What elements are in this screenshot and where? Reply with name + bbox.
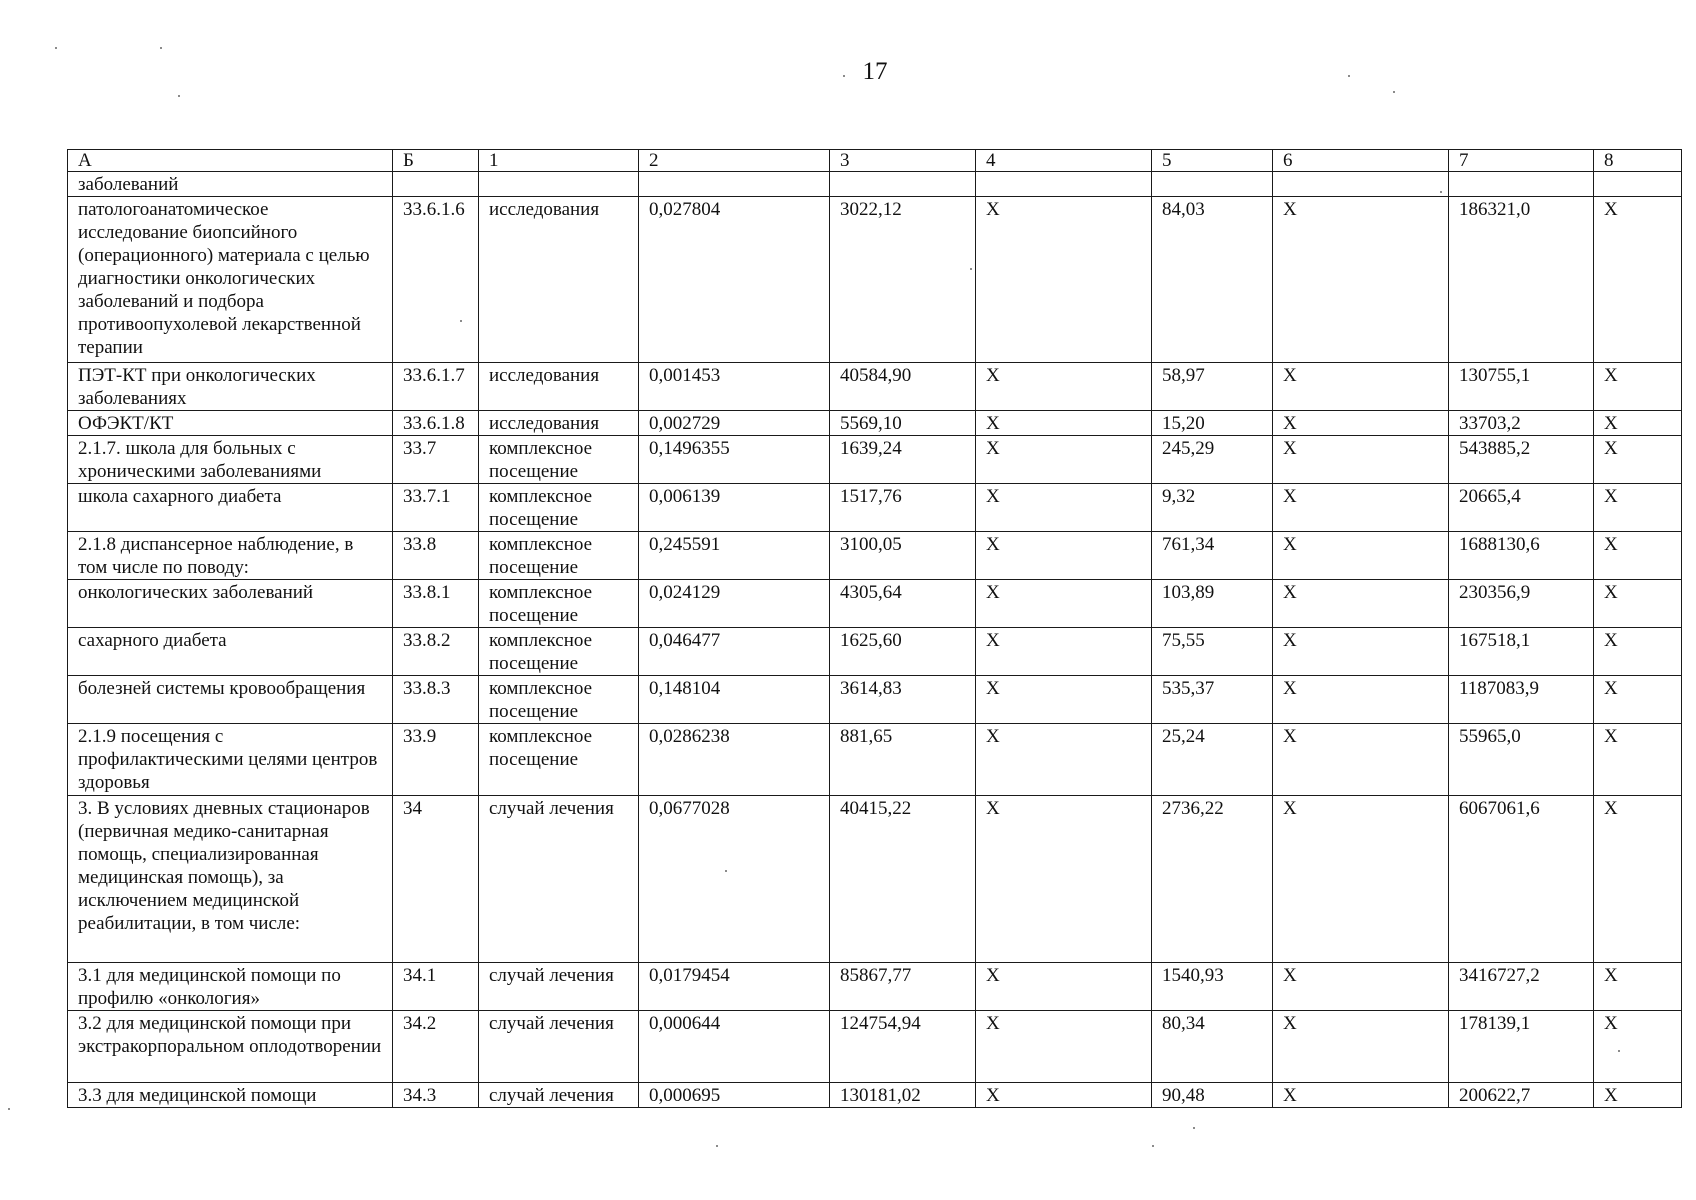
row-value-cell: 5569,10 [830, 411, 976, 436]
row-value-cell: 535,37 [1152, 676, 1273, 724]
row-value-cell: 0,0286238 [639, 724, 830, 796]
row-value-cell: Х [1273, 363, 1449, 411]
row-value-cell: Х [1594, 580, 1682, 628]
scan-speck [1193, 1127, 1195, 1129]
row-value-cell: Х [1594, 197, 1682, 363]
row-value-cell: 0,245591 [639, 532, 830, 580]
row-name-cell: онкологических заболеваний [68, 580, 393, 628]
tariff-table [67, 149, 1682, 1108]
row-value-cell: 9,32 [1152, 484, 1273, 532]
row-value-cell: Х [976, 484, 1152, 532]
row-value-cell: 543885,2 [1449, 436, 1594, 484]
scan-speck [1348, 75, 1350, 77]
row-code-cell: 33.8.2 [393, 628, 479, 676]
row-value-cell: 1540,93 [1152, 963, 1273, 1011]
row-value-cell: 0,006139 [639, 484, 830, 532]
row-value-cell: Х [1273, 1011, 1449, 1083]
row-value-cell: 200622,7 [1449, 1083, 1594, 1108]
row-value-cell: 761,34 [1152, 532, 1273, 580]
row-value-cell: 6067061,6 [1449, 796, 1594, 963]
row-value-cell [830, 172, 976, 197]
row-value-cell: Х [1594, 411, 1682, 436]
row-value-cell: 40415,22 [830, 796, 976, 963]
header-cell-3: 3 [830, 150, 976, 172]
row-value-cell: Х [1273, 436, 1449, 484]
row-value-cell: 0,027804 [639, 197, 830, 363]
page-number: 17 [862, 58, 888, 85]
row-code-cell: 33.7 [393, 436, 479, 484]
table-row [68, 580, 1682, 628]
row-value-cell: 85867,77 [830, 963, 976, 1011]
table-row [68, 963, 1682, 1011]
row-value-cell: 0,000695 [639, 1083, 830, 1108]
row-value-cell [1449, 172, 1594, 197]
table-row [68, 411, 1682, 436]
row-value-cell: 167518,1 [1449, 628, 1594, 676]
scan-speck [8, 1108, 10, 1110]
row-value-cell: 1639,24 [830, 436, 976, 484]
row-name-cell: 2.1.8 диспансерное наблюдение, в том числе по поводу: [68, 532, 393, 580]
row-value-cell: 84,03 [1152, 197, 1273, 363]
row-name-cell: 3. В условиях дневных стационаров (первичная медико-санитарная помощь, специализированная медицинская помощь), за исключением медицинской реабилитации, в том числе: [68, 796, 393, 963]
row-value-cell: 0,002729 [639, 411, 830, 436]
row-unit-cell: комплексное посещение [479, 532, 639, 580]
row-value-cell: 0,0179454 [639, 963, 830, 1011]
row-value-cell [1152, 172, 1273, 197]
header-cell-1: 1 [479, 150, 639, 172]
row-value-cell: Х [976, 796, 1152, 963]
row-value-cell: Х [1594, 796, 1682, 963]
header-cell-a: А [68, 150, 393, 172]
row-value-cell: Х [1594, 1011, 1682, 1083]
scan-speck [716, 1145, 718, 1147]
row-unit-cell: случай лечения [479, 963, 639, 1011]
row-value-cell: Х [1273, 796, 1449, 963]
row-value-cell: Х [1594, 436, 1682, 484]
row-value-cell: 245,29 [1152, 436, 1273, 484]
row-code-cell: 34 [393, 796, 479, 963]
row-value-cell: Х [1594, 1083, 1682, 1108]
table-row [68, 484, 1682, 532]
row-value-cell: Х [1273, 532, 1449, 580]
row-code-cell [393, 172, 479, 197]
row-code-cell: 34.2 [393, 1011, 479, 1083]
row-value-cell: 90,48 [1152, 1083, 1273, 1108]
scan-speck [160, 47, 162, 49]
row-name-cell: заболеваний [68, 172, 393, 197]
row-name-cell: 3.1 для медицинской помощи по профилю «онкология» [68, 963, 393, 1011]
scan-speck [843, 75, 845, 77]
table-header-row [68, 150, 1682, 172]
row-value-cell: 130755,1 [1449, 363, 1594, 411]
row-value-cell: 3100,05 [830, 532, 976, 580]
row-value-cell: Х [976, 411, 1152, 436]
row-value-cell: Х [1273, 1083, 1449, 1108]
row-value-cell: 230356,9 [1449, 580, 1594, 628]
row-unit-cell: случай лечения [479, 1083, 639, 1108]
row-value-cell: 4305,64 [830, 580, 976, 628]
row-value-cell: Х [1273, 411, 1449, 436]
row-code-cell: 33.6.1.6 [393, 197, 479, 363]
row-value-cell: 1625,60 [830, 628, 976, 676]
row-code-cell: 33.9 [393, 724, 479, 796]
row-value-cell: 20665,4 [1449, 484, 1594, 532]
row-value-cell: 1517,76 [830, 484, 976, 532]
row-value-cell: Х [976, 363, 1152, 411]
row-value-cell: 0,000644 [639, 1011, 830, 1083]
row-value-cell: Х [976, 676, 1152, 724]
row-value-cell: 1688130,6 [1449, 532, 1594, 580]
table-row [68, 628, 1682, 676]
row-unit-cell: случай лечения [479, 796, 639, 963]
row-name-cell: сахарного диабета [68, 628, 393, 676]
table-row [68, 363, 1682, 411]
row-value-cell: 178139,1 [1449, 1011, 1594, 1083]
table-row [68, 1083, 1682, 1108]
scan-speck [460, 320, 462, 322]
table-row [68, 796, 1682, 963]
row-value-cell: 0,1496355 [639, 436, 830, 484]
row-value-cell: Х [1594, 484, 1682, 532]
row-value-cell: Х [1273, 484, 1449, 532]
row-value-cell: Х [1594, 963, 1682, 1011]
row-value-cell: Х [976, 724, 1152, 796]
row-value-cell: 3416727,2 [1449, 963, 1594, 1011]
row-value-cell: 80,34 [1152, 1011, 1273, 1083]
row-value-cell: Х [1594, 532, 1682, 580]
row-name-cell: патологоанатомическое исследование биопсийного (операционного) материала с целью диагностики онкологических заболеваний и подбора противоопухолевой лекарственной терапии [68, 197, 393, 363]
row-unit-cell: комплексное посещение [479, 676, 639, 724]
row-value-cell: 0,001453 [639, 363, 830, 411]
table-row [68, 436, 1682, 484]
header-cell-8: 8 [1594, 150, 1682, 172]
row-unit-cell: исследования [479, 363, 639, 411]
row-name-cell: ПЭТ-КТ при онкологических заболеваниях [68, 363, 393, 411]
row-value-cell: Х [1594, 363, 1682, 411]
row-unit-cell [479, 172, 639, 197]
row-value-cell: Х [1273, 580, 1449, 628]
row-value-cell: 0,046477 [639, 628, 830, 676]
table-body [68, 150, 1682, 1108]
scan-speck [55, 47, 57, 49]
scan-speck [1393, 91, 1395, 93]
row-value-cell: Х [976, 580, 1152, 628]
row-name-cell: 3.3 для медицинской помощи [68, 1083, 393, 1108]
row-value-cell: 55965,0 [1449, 724, 1594, 796]
scan-speck [178, 95, 180, 97]
row-value-cell: Х [1273, 676, 1449, 724]
row-value-cell: 15,20 [1152, 411, 1273, 436]
row-value-cell: Х [1594, 676, 1682, 724]
row-value-cell: 75,55 [1152, 628, 1273, 676]
row-value-cell: 3022,12 [830, 197, 976, 363]
row-value-cell: Х [976, 532, 1152, 580]
row-value-cell: 58,97 [1152, 363, 1273, 411]
row-value-cell: Х [1273, 724, 1449, 796]
row-value-cell [639, 172, 830, 197]
header-cell-2: 2 [639, 150, 830, 172]
row-value-cell: 2736,22 [1152, 796, 1273, 963]
row-value-cell: Х [1273, 197, 1449, 363]
row-value-cell: 0,024129 [639, 580, 830, 628]
row-code-cell: 33.8.1 [393, 580, 479, 628]
row-value-cell: 0,0677028 [639, 796, 830, 963]
row-code-cell: 33.6.1.8 [393, 411, 479, 436]
row-value-cell: 25,24 [1152, 724, 1273, 796]
row-value-cell: Х [1273, 628, 1449, 676]
row-code-cell: 33.6.1.7 [393, 363, 479, 411]
row-value-cell: Х [976, 963, 1152, 1011]
row-value-cell [976, 172, 1152, 197]
row-value-cell: 124754,94 [830, 1011, 976, 1083]
row-value-cell: Х [1594, 628, 1682, 676]
scan-speck [1440, 191, 1442, 193]
row-value-cell [1594, 172, 1682, 197]
table-row [68, 724, 1682, 796]
header-cell-b: Б [393, 150, 479, 172]
row-unit-cell: комплексное посещение [479, 436, 639, 484]
row-value-cell: Х [976, 436, 1152, 484]
row-code-cell: 33.8.3 [393, 676, 479, 724]
row-code-cell: 34.3 [393, 1083, 479, 1108]
row-value-cell: 186321,0 [1449, 197, 1594, 363]
table-row [68, 532, 1682, 580]
row-value-cell: Х [976, 197, 1152, 363]
row-unit-cell: случай лечения [479, 1011, 639, 1083]
header-cell-6: 6 [1273, 150, 1449, 172]
header-cell-4: 4 [976, 150, 1152, 172]
row-code-cell: 34.1 [393, 963, 479, 1011]
row-value-cell: 881,65 [830, 724, 976, 796]
row-name-cell: 2.1.9 посещения с профилактическими целями центров здоровья [68, 724, 393, 796]
scan-speck [1618, 1050, 1620, 1052]
row-value-cell: 103,89 [1152, 580, 1273, 628]
row-unit-cell: комплексное посещение [479, 628, 639, 676]
header-cell-5: 5 [1152, 150, 1273, 172]
row-unit-cell: комплексное посещение [479, 724, 639, 796]
row-value-cell: 0,148104 [639, 676, 830, 724]
row-name-cell: 3.2 для медицинской помощи при экстракорпоральном оплодотворении [68, 1011, 393, 1083]
row-value-cell [1273, 172, 1449, 197]
row-value-cell: Х [976, 1083, 1152, 1108]
row-unit-cell: комплексное посещение [479, 580, 639, 628]
header-cell-7: 7 [1449, 150, 1594, 172]
row-value-cell: Х [976, 628, 1152, 676]
table-row [68, 197, 1682, 363]
row-name-cell: 2.1.7. школа для больных с хроническими заболеваниями [68, 436, 393, 484]
row-unit-cell: исследования [479, 411, 639, 436]
row-value-cell: 40584,90 [830, 363, 976, 411]
row-name-cell: школа сахарного диабета [68, 484, 393, 532]
row-code-cell: 33.7.1 [393, 484, 479, 532]
row-value-cell: 130181,02 [830, 1083, 976, 1108]
row-value-cell: Х [976, 1011, 1152, 1083]
row-name-cell: ОФЭКТ/КТ [68, 411, 393, 436]
row-unit-cell: комплексное посещение [479, 484, 639, 532]
scan-speck [725, 870, 727, 872]
table-row [68, 1011, 1682, 1083]
row-code-cell: 33.8 [393, 532, 479, 580]
row-unit-cell: исследования [479, 197, 639, 363]
scan-speck [970, 268, 972, 270]
table-row [68, 676, 1682, 724]
row-value-cell: 3614,83 [830, 676, 976, 724]
row-value-cell: Х [1594, 724, 1682, 796]
row-value-cell: 1187083,9 [1449, 676, 1594, 724]
row-value-cell: 33703,2 [1449, 411, 1594, 436]
row-name-cell: болезней системы кровообращения [68, 676, 393, 724]
scan-speck [1152, 1145, 1154, 1147]
row-value-cell: Х [1273, 963, 1449, 1011]
